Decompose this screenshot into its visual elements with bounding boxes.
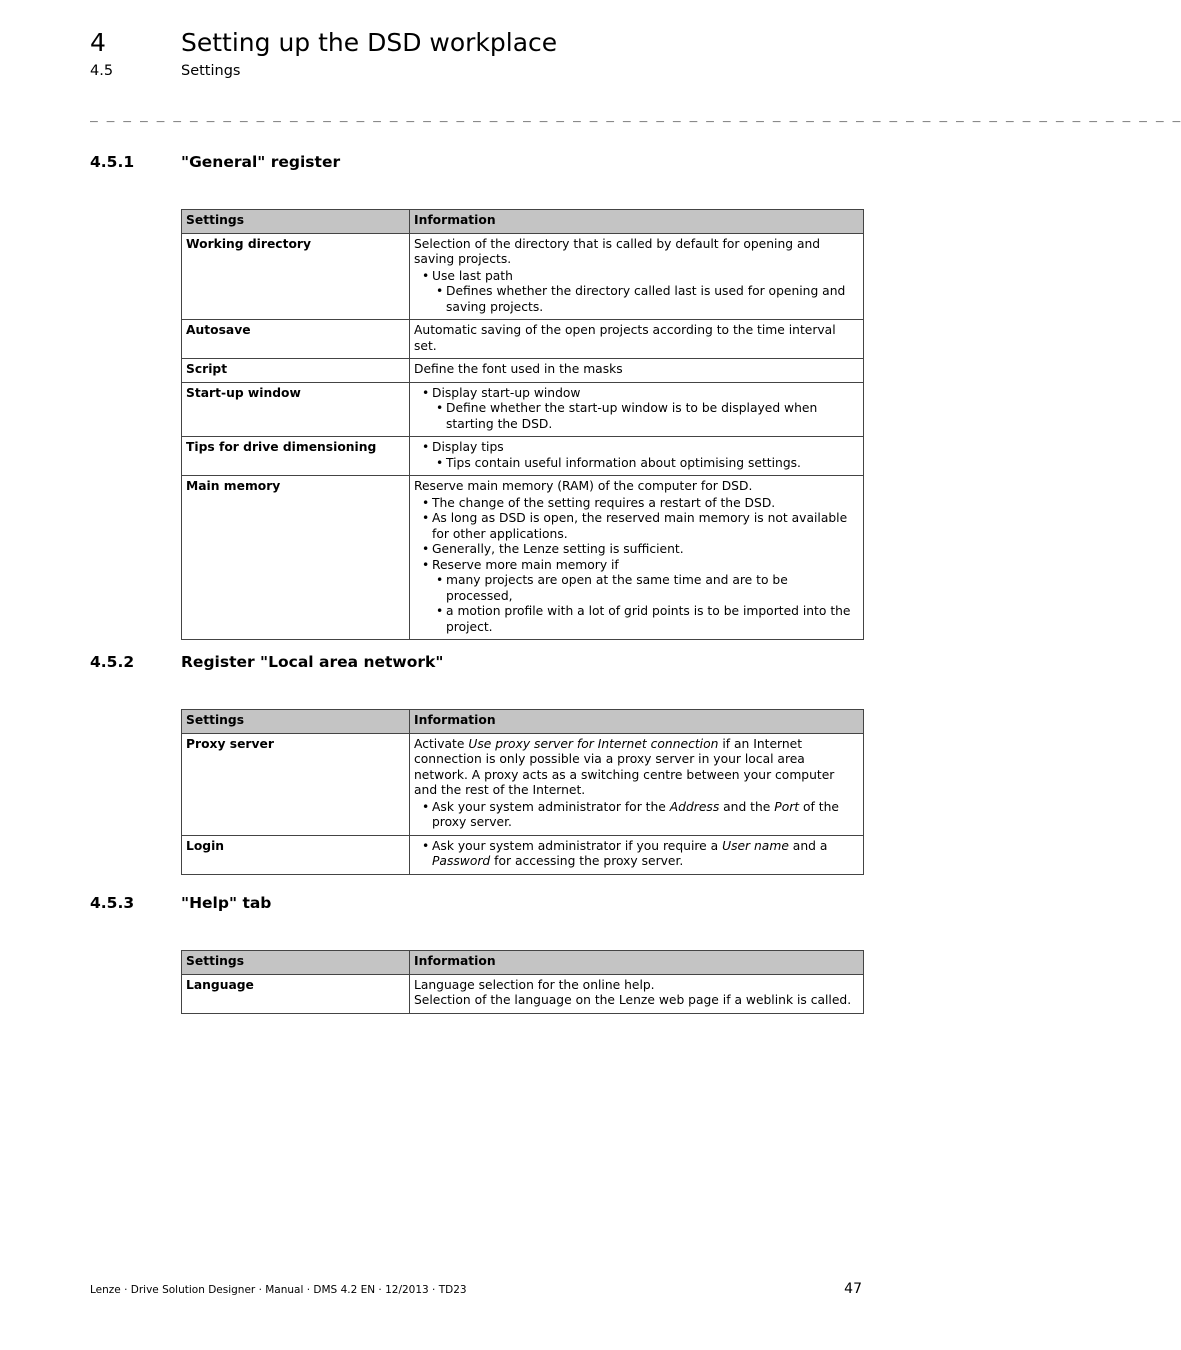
table-row [182,437,864,476]
setting-info [410,476,864,640]
setting-info: Define the font used in the masks [410,359,864,383]
chapter-title: Setting up the DSD workplace [181,28,558,57]
help-settings-table [181,950,864,1014]
column-header-information: Information [410,710,864,734]
setting-info [410,382,864,437]
list-item: • Ask your system administrator if you require a User name and a Password for accessing the proxy server. [422,839,858,870]
column-header-settings: Settings [182,951,410,975]
chapter-number: 4 [90,28,106,57]
info-text: Selection of the language on the Lenze web page if a weblink is called. [414,993,852,1007]
table-header-row [182,710,864,734]
setting-info [410,974,864,1013]
table-row [182,382,864,437]
setting-info [410,733,864,835]
setting-name: Proxy server [182,733,410,835]
table-row [182,320,864,359]
list-item: • Define whether the start-up window is to be displayed when starting the DSD. [436,401,858,432]
column-header-information: Information [410,210,864,234]
list-item: • many projects are open at the same time and are to be processed, [436,573,858,604]
general-settings-table [181,209,864,640]
list-item: • As long as DSD is open, the reserved main memory is not available for other applications. [422,511,858,542]
setting-name: Login [182,835,410,874]
setting-name: Start-up window [182,382,410,437]
list-item: • Generally, the Lenze setting is sufficient. [422,542,858,558]
lan-settings-table [181,709,864,875]
setting-info [410,437,864,476]
section-title: Settings [181,63,241,79]
info-text: Reserve main memory (RAM) of the computer for DSD. [414,479,753,493]
page-footer: Lenze · Drive Solution Designer · Manual · DMS 4.2 EN · 12/2013 · TD23 [90,1284,467,1296]
list-item: • Defines whether the directory called last is used for opening and saving projects. [436,284,858,315]
section-number: 4.5 [90,63,114,79]
info-text: Activate Use proxy server for Internet connection if an Internet connection is only possible via a proxy server in your local area network. A proxy acts as a switching centre between your computer and the rest of the Internet. [414,736,835,797]
info-text: Language selection for the online help. [414,977,655,992]
setting-info: Automatic saving of the open projects according to the time interval set. [410,320,864,359]
header-separator: _ _ _ _ _ _ _ _ _ _ _ _ _ _ _ _ _ _ _ _ _ _ _ _ _ _ _ _ _ _ _ _ _ _ _ _ _ _ _ _ _ _ _ _ _ _ _ _ _ _ _ _ _ _ _ _ _ _ _ _ _ _ _ _ _ _ [90,108,1181,123]
table-header-row [182,951,864,975]
setting-info [410,233,864,320]
table-row [182,476,864,640]
setting-name: Working directory [182,233,410,320]
subsection-number-help: 4.5.3 [90,894,135,912]
page-number: 47 [844,1281,862,1297]
setting-name: Main memory [182,476,410,640]
list-item: • The change of the setting requires a restart of the DSD. [422,496,858,512]
table-row [182,835,864,874]
setting-name: Tips for drive dimensioning [182,437,410,476]
info-text: Selection of the directory that is called by default for opening and saving projects. [414,236,821,266]
column-header-information: Information [410,951,864,975]
setting-name: Script [182,359,410,383]
subsection-title-lan: Register "Local area network" [181,653,444,671]
list-item: • Display tips • Tips contain useful information about optimising settings. [422,440,858,471]
list-item: • Ask your system administrator for the Address and the Port of the proxy server. [422,800,858,831]
setting-name: Autosave [182,320,410,359]
list-item: • a motion profile with a lot of grid points is to be imported into the project. [436,604,858,635]
table-header-row [182,210,864,234]
subsection-title-general: "General" register [181,153,341,171]
table-row [182,359,864,383]
subsection-number-general: 4.5.1 [90,153,135,171]
setting-name: Language [182,974,410,1013]
subsection-title-help: "Help" tab [181,894,272,912]
list-item: • Display start-up window • Define whether the start-up window is to be displayed when starting the DSD. [422,386,858,433]
list-item: • Use last path • Defines whether the directory called last is used for opening and saving projects. [422,269,858,316]
list-item: • Reserve more main memory if • many projects are open at the same time and are to be processed, • a motion profile with a lot of grid points is to be imported into the project. [422,558,858,636]
table-row [182,233,864,320]
setting-info [410,835,864,874]
table-row [182,733,864,835]
column-header-settings: Settings [182,210,410,234]
table-row [182,974,864,1013]
list-item: • Tips contain useful information about optimising settings. [436,456,858,472]
subsection-number-lan: 4.5.2 [90,653,135,671]
column-header-settings: Settings [182,710,410,734]
